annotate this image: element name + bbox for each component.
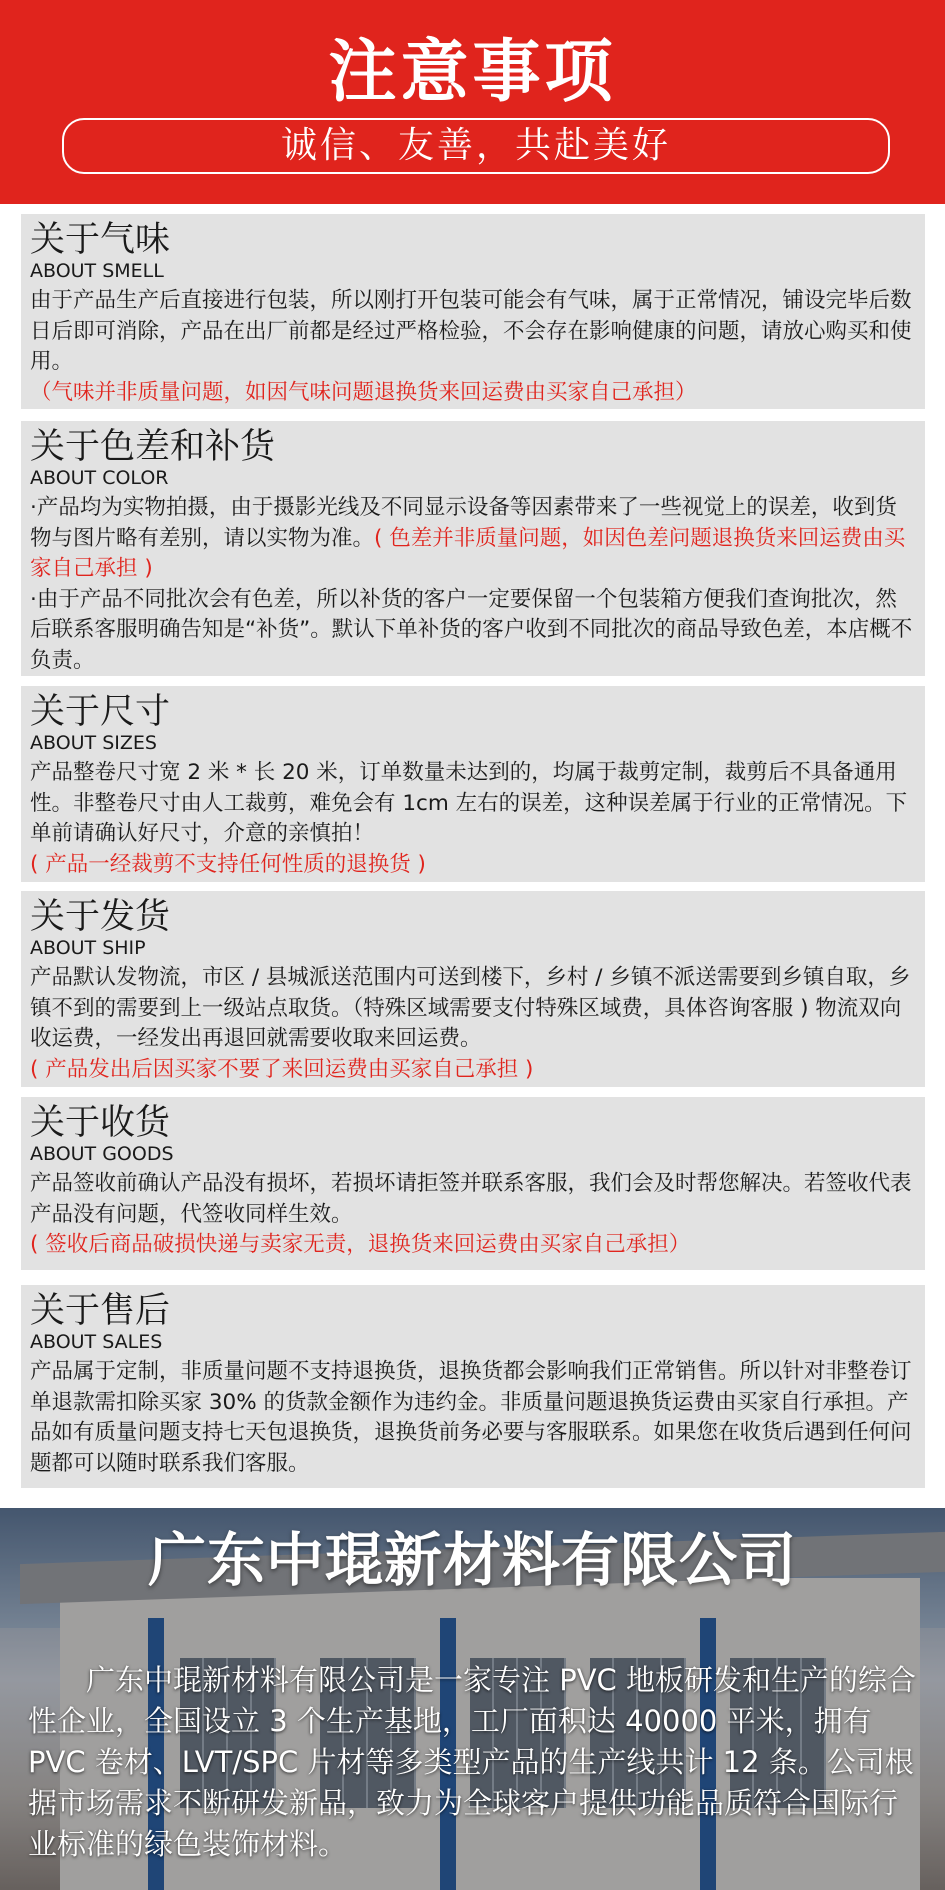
section-subtitle: ABOUT GOODS bbox=[30, 1143, 174, 1165]
section-note: （气味并非质量问题，如因气味问题退换货来回运费由买家自己承担） bbox=[30, 379, 697, 405]
section-title: 关于气味 bbox=[30, 220, 171, 260]
section-body: 产品默认发物流，市区 / 县城派送范围内可送到楼下，乡村 / 乡镇不派送需要到乡镇自取，乡镇不到的需要到上一级站点取货。（特殊区域需要支付特殊区域费，具体咨询客服 ) 物流双向收运费，一经发出再退回就需要收取来回运费。 bbox=[30, 965, 911, 1051]
header-banner bbox=[0, 0, 945, 204]
section-body: 产品属于定制，非质量问题不支持退换货，退换货都会影响我们正常销售。所以针对非整卷订单退款需扣除买家 30% 的货款金额作为违约金。非质量问题退换货运费由买家自行承担。产品如有质量问题支持七天包退换货，退换货前务必要与客服联系。如果您在收货后遇到任何问题都可以随时联系我们客服。 bbox=[30, 1359, 912, 1476]
section-subtitle: ABOUT SHIP bbox=[30, 937, 146, 959]
section-subtitle: ABOUT SMELL bbox=[30, 260, 164, 282]
slogan-text: 诚信、友善，共赴美好 bbox=[280, 125, 671, 166]
section-subtitle: ABOUT COLOR bbox=[30, 467, 169, 489]
section-subtitle: ABOUT SALES bbox=[30, 1331, 163, 1353]
section-body-text: ·产品均为实物拍摄，由于摄影光线及不同显示设备等因素带来了一些视觉上的误差，收到货物与图片略有差别，请以实物为准。 bbox=[30, 495, 897, 551]
section-ship bbox=[21, 891, 925, 1087]
section-sales bbox=[21, 1285, 925, 1488]
section-body: 产品签收前确认产品没有损坏，若损坏请拒签并联系客服，我们会及时帮您解决。若签收代表产品没有问题，代签收同样生效。 bbox=[30, 1171, 912, 1227]
section-note: ( 签收后商品破损快递与卖家无责，退换货来回运费由买家自己承担） bbox=[30, 1232, 691, 1257]
page-title: 注意事项 bbox=[328, 33, 617, 112]
section-smell bbox=[21, 214, 925, 409]
slogan-pill bbox=[62, 118, 890, 174]
section-title: 关于尺寸 bbox=[30, 692, 171, 732]
section-title: 关于收货 bbox=[30, 1103, 171, 1143]
section-color bbox=[21, 421, 925, 676]
section-note: ( 产品一经裁剪不支持任何性质的退换货 ) bbox=[30, 851, 426, 877]
section-goods bbox=[21, 1097, 925, 1270]
section-title: 关于售后 bbox=[30, 1291, 171, 1331]
section-title: 关于色差和补货 bbox=[30, 427, 276, 467]
company-banner bbox=[0, 1508, 945, 1890]
company-intro: 广东中琨新材料有限公司是一家专注 PVC 地板研发和生产的综合性企业，全国设立 3 个生产基地，工厂面积达 40000 平米，拥有 PVC 卷材、LVT/SPC 片材等多类型产品的生产线共计 12 条。公司根据市场需求不断研发新品，致力为全球客户提供功能品质符合国际行业标准的绿色装饰材料。 bbox=[28, 1663, 917, 1861]
company-name: 广东中琨新材料有限公司 bbox=[147, 1526, 797, 1594]
section-body: 产品整卷尺寸宽 2 米 * 长 20 米，订单数量未达到的，均属于裁剪定制，裁剪后不具备通用性。非整卷尺寸由人工裁剪，难免会有 1cm 左右的误差，这种误差属于行业的正常情况。下单前请确认好尺寸，介意的亲慎拍！ bbox=[30, 760, 908, 846]
section-body: 由于产品生产后直接进行包装，所以刚打开包装可能会有气味，属于正常情况，铺设完毕后数日后即可消除，产品在出厂前都是经过严格检验，不会存在影响健康的问题，请放心购买和使用。 bbox=[30, 288, 912, 374]
section-body bbox=[30, 493, 917, 585]
section-body-2: ·由于产品不同批次会有色差，所以补货的客户一定要保留一个包装箱方便我们查询批次，然后联系客服明确告知是“补货”。默认下单补货的客户收到不同批次的商品导致色差，本店概不负责。 bbox=[30, 586, 913, 673]
section-note: ( 产品发出后因买家不要了来回运费由买家自己承担 ) bbox=[30, 1056, 534, 1082]
section-subtitle: ABOUT SIZES bbox=[30, 732, 157, 754]
section-title: 关于发货 bbox=[30, 897, 171, 937]
section-sizes bbox=[21, 686, 925, 882]
section-note: ( 色差并非质量问题，如因色差问题退换货来回运费由买家自己承担 ) bbox=[30, 525, 906, 581]
